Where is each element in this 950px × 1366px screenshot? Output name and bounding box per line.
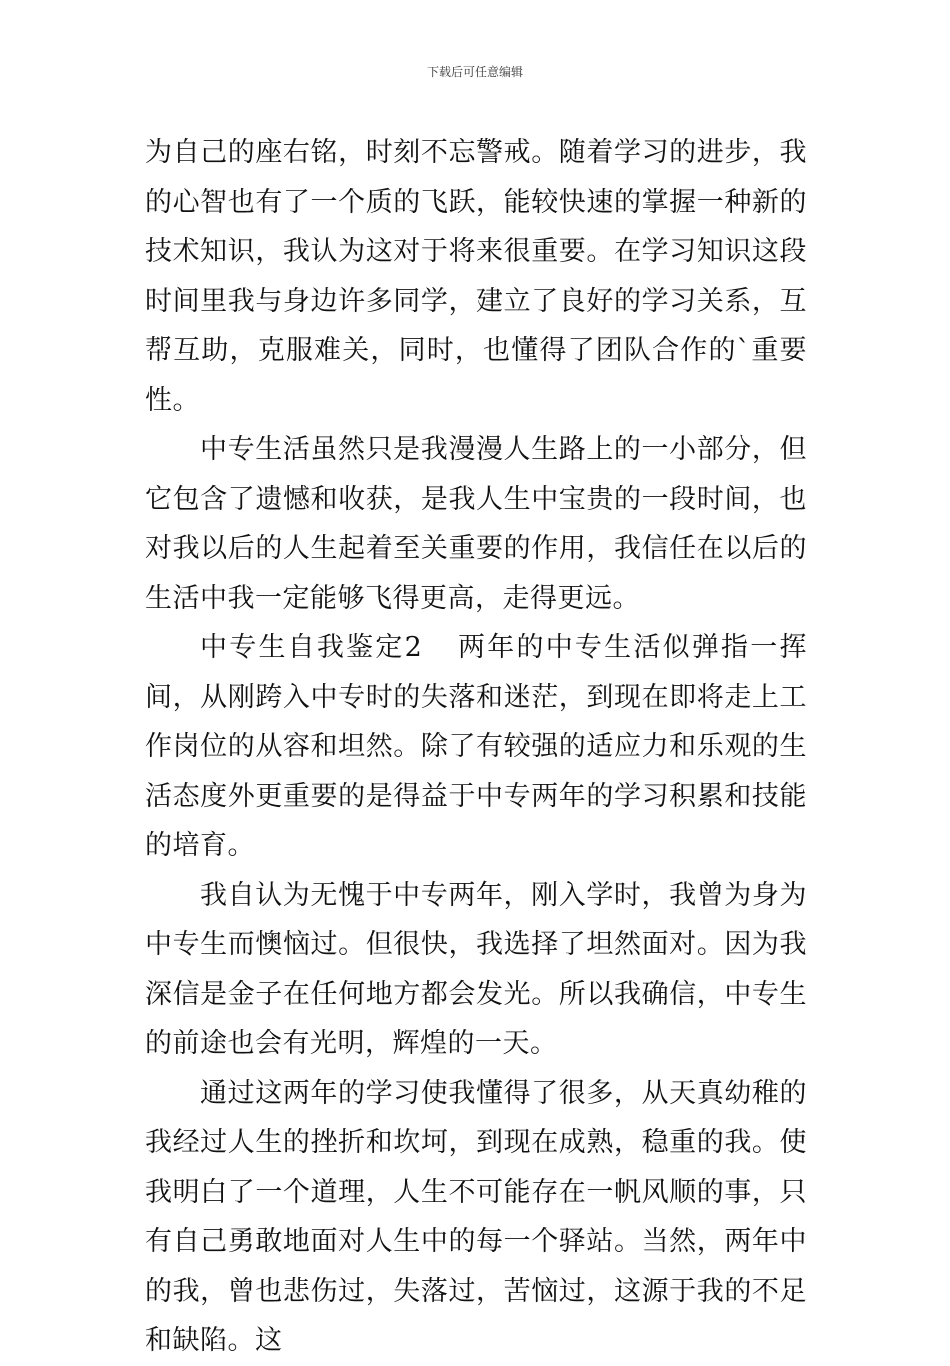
paragraph-3	[145, 623, 807, 871]
paragraph-2: 中专生活虽然只是我漫漫人生路上的一小部分，但它包含了遗憾和收获，是我人生中宝贵的一段时间，也对我以后的人生起着至关重要的作用，我信任在以后的生活中我一定能够飞得更高，走得更远。	[145, 434, 807, 614]
paragraph-4: 我自认为无愧于中专两年，刚入学时，我曾为身为中专生而懊恼过。但很快，我选择了坦然面对。因为我深信是金子在任何地方都会发光。所以我确信，中专生的前途也会有光明，辉煌的一天。	[145, 879, 807, 1059]
section-heading: 中专生自我鉴定2	[200, 632, 423, 663]
paragraph-1: 为自己的座右铭，时刻不忘警戒。随着学习的进步，我的心智也有了一个质的飞跃，能较快速的掌握一种新的技术知识，我认为这对于将来很重要。在学习知识这段时间里我与身边许多同学，建立了良好的学习关系，互帮互助，克服难关，同时，也懂得了团队合作的`重要性。	[145, 137, 807, 416]
document-body	[145, 128, 807, 1366]
paragraph-3-text: 两年的中专生活似弹指一挥间，从刚跨入中专时的失落和迷茫，到现在即将走上工作岗位的从容和坦然。除了有较强的适应力和乐观的生活态度外更重要的是得益于中专两年的学习积累和技能的培育。	[145, 632, 808, 861]
page-header: 下载后可任意编辑	[426, 65, 523, 79]
paragraph-5: 通过这两年的学习使我懂得了很多，从天真幼稚的我经过人生的挫折和坎坷，到现在成熟，稳重的我。使我明白了一个道理，人生不可能存在一帆风顺的事，只有自己勇敢地面对人生中的每一个驿站。当然，两年中的我，曾也悲伤过，失落过，苦恼过，这源于我的不足和缺陷。这	[145, 1077, 807, 1356]
